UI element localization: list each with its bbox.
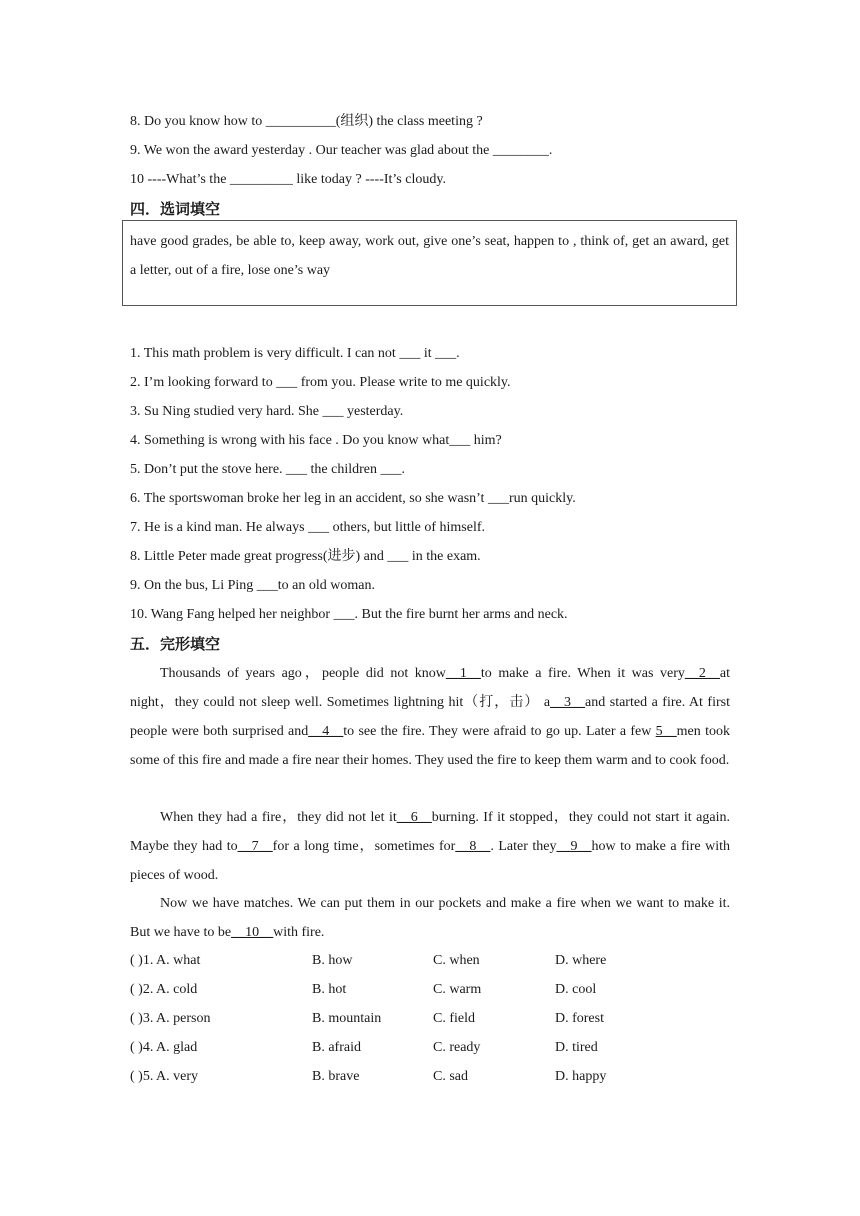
cloze-blank-4: __4__ — [308, 724, 344, 739]
word-bank-box: have good grades, be able to, keep away, work out, give one’s seat, happen to , think of, get an award, get a letter, out of a fire, lose one’s way — [122, 220, 737, 306]
cloze-text: Thousands of years ago，people did not know — [160, 666, 446, 681]
option-d: D. forest — [555, 1011, 604, 1026]
fill-item-5: 5. Don’t put the stove here. ___ the children ___. — [130, 462, 406, 477]
fill-item-8: 8. Little Peter made great progress(进步) and ___ in the exam. — [130, 549, 481, 564]
option-c: C. sad — [433, 1069, 468, 1084]
option-b: B. afraid — [312, 1040, 361, 1055]
option-b: B. mountain — [312, 1011, 382, 1026]
cloze-paragraph-2 — [130, 803, 730, 890]
option-b: B. brave — [312, 1069, 360, 1084]
option-b: B. how — [312, 953, 353, 968]
cloze-text: to make a fire. When it was very — [480, 666, 685, 681]
option-row-4 — [130, 1038, 730, 1058]
section-5-heading: 五．完形填空 — [130, 635, 221, 653]
vocab-item-8: 8. Do you know how to __________(组织) the class meeting ? — [130, 114, 483, 129]
fill-item-3: 3. Su Ning studied very hard. She ___ yesterday. — [130, 404, 404, 419]
option-c: C. field — [433, 1011, 475, 1026]
option-a: ( )4. A. glad — [130, 1040, 198, 1055]
option-c: C. when — [433, 953, 480, 968]
cloze-paragraph-3 — [130, 889, 730, 947]
vocab-item-10: 10 ----What’s the _________ like today ? ----It’s cloudy. — [130, 172, 446, 187]
option-a: ( )5. A. very — [130, 1069, 199, 1084]
section-4-heading: 四．选词填空 — [130, 200, 221, 218]
cloze-text: When they had a fire，they did not let it — [160, 810, 397, 825]
cloze-blank-7: __7__ — [237, 839, 273, 854]
cloze-text: men took some of this fire and made a fire near their homes. They used the fire to keep them warm and to cook food. — [130, 724, 730, 768]
fill-item-6: 6. The sportswoman broke her leg in an accident, so she wasn’t ___run quickly. — [130, 491, 576, 506]
cloze-blank-5: 5__ — [655, 724, 677, 739]
vocab-item-9: 9. We won the award yesterday . Our teacher was glad about the ________. — [130, 143, 553, 158]
option-c: C. ready — [433, 1040, 481, 1055]
option-b: B. hot — [312, 982, 347, 997]
fill-item-10: 10. Wang Fang helped her neighbor ___. But the fire burnt her arms and neck. — [130, 607, 568, 622]
cloze-text: at night，they could not sleep well. Sometimes lightning hit（打，击） a — [130, 666, 730, 710]
option-c: C. warm — [433, 982, 482, 997]
option-row-1 — [130, 951, 730, 971]
cloze-blank-6: __6__ — [396, 810, 432, 825]
option-d: D. cool — [555, 982, 597, 997]
option-d: D. tired — [555, 1040, 598, 1055]
cloze-blank-1: __1__ — [445, 666, 481, 681]
fill-item-2: 2. I’m looking forward to ___ from you. Please write to me quickly. — [130, 375, 511, 390]
option-a: ( )2. A. cold — [130, 982, 198, 997]
cloze-text: with fire. — [273, 925, 325, 940]
cloze-text: to see the fire. They were afraid to go up. Later a few — [343, 724, 656, 739]
option-row-3 — [130, 1009, 730, 1029]
cloze-text: and started a fire. At first people were both surprised and — [130, 695, 730, 739]
cloze-blank-2: __2__ — [684, 666, 720, 681]
cloze-text: for a long time，sometimes for — [272, 839, 456, 854]
fill-item-4: 4. Something is wrong with his face . Do you know what___ him? — [130, 433, 502, 448]
cloze-text: . Later they — [490, 839, 557, 854]
cloze-blank-3: __3__ — [550, 695, 586, 710]
cloze-text: how to make a fire with pieces of wood. — [130, 839, 730, 883]
cloze-blank-10: __10__ — [231, 925, 274, 940]
option-d: D. happy — [555, 1069, 607, 1084]
cloze-text: Now we have matches. We can put them in our pockets and make a fire when we want to make it. But we have to be — [130, 896, 730, 940]
cloze-blank-9: __9__ — [556, 839, 592, 854]
cloze-text: burning. If it stopped，they could not start it again. Maybe they had to — [130, 810, 730, 854]
option-row-5 — [130, 1067, 730, 1087]
cloze-paragraph-1 — [130, 659, 730, 775]
fill-item-7: 7. He is a kind man. He always ___ others, but little of himself. — [130, 520, 485, 535]
option-row-2 — [130, 980, 730, 1000]
fill-item-9: 9. On the bus, Li Ping ___to an old woman. — [130, 578, 375, 593]
option-d: D. where — [555, 953, 607, 968]
fill-item-1: 1. This math problem is very difficult. I can not ___ it ___. — [130, 346, 460, 361]
option-a: ( )1. A. what — [130, 953, 201, 968]
option-a: ( )3. A. person — [130, 1011, 211, 1026]
cloze-blank-8: __8__ — [455, 839, 491, 854]
